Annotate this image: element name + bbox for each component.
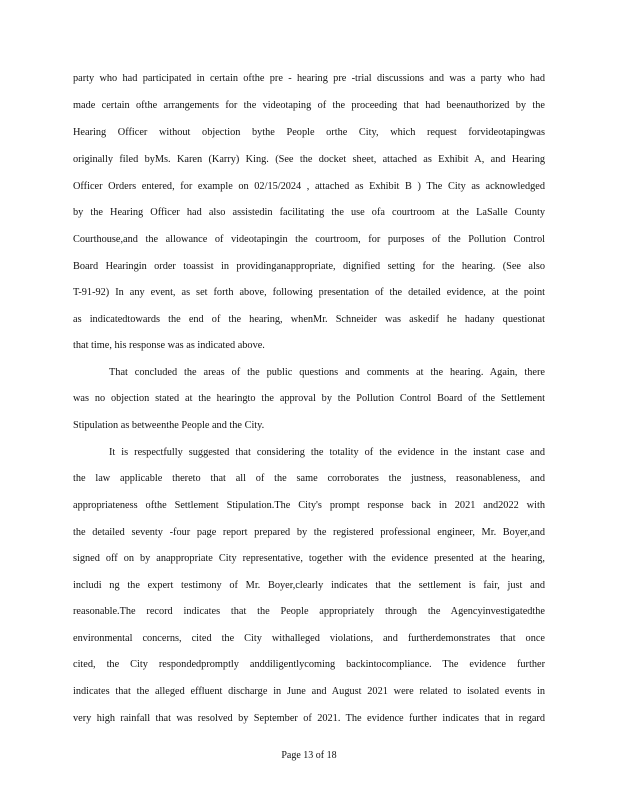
- text-line: by the Hearing Officer had also assistedin facilitating the use ofa courtroom at the LaSalle County: [73, 207, 545, 218]
- text-line: originally filed byMs. Karen (Karry) King. (See the docket sheet, attached as Exhibit A, and Hearing: [73, 154, 545, 165]
- text-line: the law applicable thereto that all of the same corroborates the justness, reasonableness, and: [73, 473, 545, 484]
- text-line: Officer Orders entered, for example on 02/15/2024 , attached as Exhibit B ) The City as acknowledged: [73, 181, 545, 192]
- text-line: made certain ofthe arrangements for the videotaping of the proceeding that had beenauthorized by the: [73, 100, 545, 111]
- text-line: as indicatedtowards the end of the hearing, whenMr. Schneider was askedif he hadany questionat: [73, 314, 545, 325]
- text-line: was no objection stated at the hearingto the approval by the Pollution Control Board of the Settlement: [73, 393, 545, 404]
- text-line: party who had participated in certain ofthe pre - hearing pre -trial discussions and was a party who had: [73, 73, 545, 84]
- text-line: the detailed seventy -four page report prepared by the registered professional engineer, Mr. Boyer,and: [73, 527, 545, 538]
- text-line: reasonable.The record indicates that the People appropriately through the Agencyinvestigatedthe: [73, 606, 545, 617]
- paragraph-first-line: That concluded the areas of the public questions and comments at the hearing. Again, there: [109, 367, 545, 378]
- text-line: signed off on by anappropriate City representative, together with the evidence presented at the hearing,: [73, 553, 545, 564]
- text-line: Courthouse,and the allowance of videotapingin the courtroom, for purposes of the Pollution Control: [73, 234, 545, 245]
- text-line: Hearing Officer without objection bythe People orthe City, which request forvideotapingwas: [73, 127, 545, 138]
- text-line: cited, the City respondedpromptly anddiligentlycoming backintocompliance. The evidence further: [73, 659, 545, 670]
- text-line: appropriateness ofthe Settlement Stipulation.The City's prompt response back in 2021 and2022 with: [73, 500, 545, 511]
- text-line: includi ng the expert testimony of Mr. Boyer,clearly indicates that the settlement is fair, just and: [73, 580, 545, 591]
- text-line: T-91-92) In any event, as set forth above, following presentation of the detailed evidence, at the point: [73, 287, 545, 298]
- paragraph-first-line: It is respectfully suggested that considering the totality of the evidence in the instant case and: [109, 447, 545, 458]
- text-line: very high rainfall that was resolved by September of 2021. The evidence further indicates that in regard: [73, 713, 545, 724]
- text-line: environmental concerns, cited the City withalleged violations, and furtherdemonstrates that once: [73, 633, 545, 644]
- text-line: Stipulation as betweenthe People and the City.: [73, 420, 265, 431]
- page-number-footer: Page 13 of 18: [281, 750, 337, 761]
- text-line: Board Hearingin order toassist in providinganappropriate, dignified setting for the hearing. (See also: [73, 261, 545, 272]
- text-line: indicates that the alleged effluent discharge in June and August 2021 were related to isolated events in: [73, 686, 545, 697]
- text-line: that time, his response was as indicated above.: [73, 340, 265, 351]
